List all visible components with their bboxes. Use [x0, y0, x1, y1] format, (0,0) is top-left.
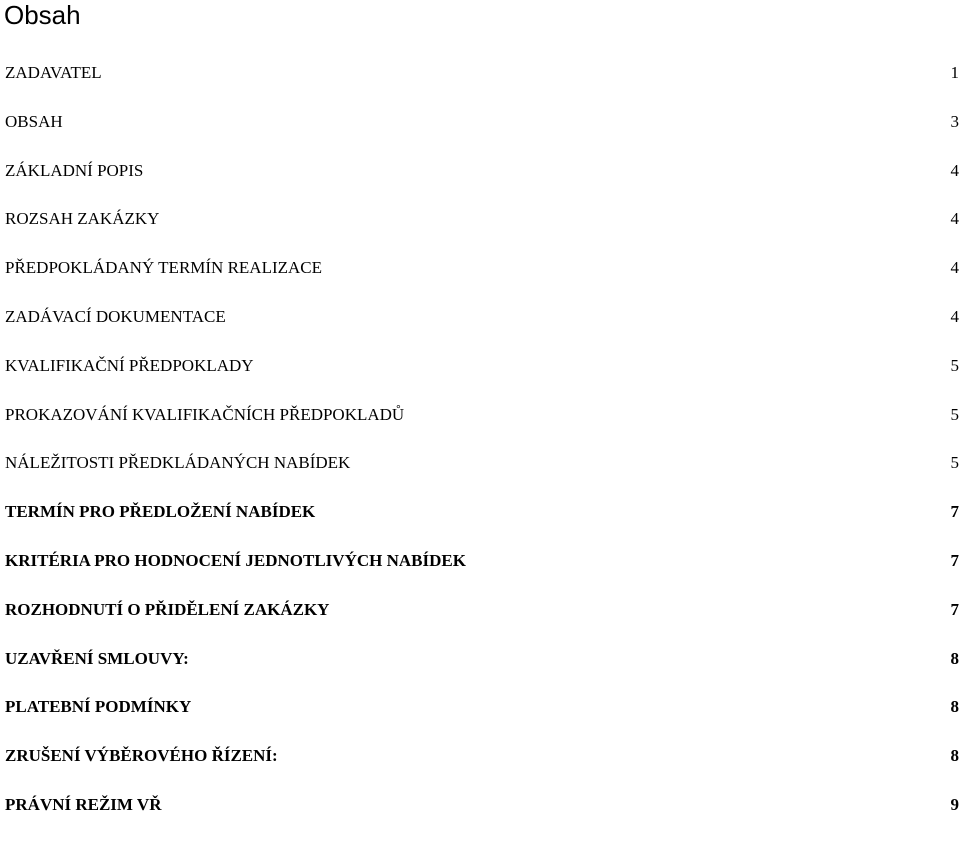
toc-entry[interactable] — [5, 158, 959, 207]
toc-entry[interactable] — [5, 646, 959, 695]
toc-entry-title: ROZHODNUTÍ O PŘIDĚLENÍ ZAKÁZKY — [5, 599, 330, 619]
toc-entry-title: PLATEBNÍ PODMÍNKY — [5, 697, 192, 717]
toc-entry-title: TERMÍN PRO PŘEDLOŽENÍ NABÍDEK — [5, 502, 316, 522]
toc-entry-title: ROZSAH ZAKÁZKY — [5, 209, 160, 229]
toc-entry-page-number: 8 — [949, 646, 960, 672]
table-of-contents — [5, 60, 959, 841]
toc-entry-page-number: 1 — [949, 60, 960, 86]
toc-entry-page-number: 7 — [949, 548, 960, 574]
toc-entry[interactable] — [5, 694, 959, 743]
toc-entry[interactable] — [5, 206, 959, 255]
toc-entry[interactable] — [5, 597, 959, 646]
toc-entry-page-number: 5 — [949, 402, 960, 428]
toc-entry[interactable] — [5, 109, 959, 158]
toc-entry-title: PŘEDPOKLÁDANÝ TERMÍN REALIZACE — [5, 258, 323, 278]
toc-entry-title: ZADÁVACÍ DOKUMENTACE — [5, 306, 226, 326]
toc-entry[interactable] — [5, 353, 959, 402]
toc-entry[interactable] — [5, 450, 959, 499]
toc-entry-page-number: 7 — [949, 499, 960, 525]
toc-entry-title: NÁLEŽITOSTI PŘEDKLÁDANÝCH NABÍDEK — [5, 453, 351, 473]
toc-entry-title: ZADAVATEL — [5, 63, 102, 82]
toc-entry-title: KRITÉRIA PRO HODNOCENÍ JEDNOTLIVÝCH NABÍDEK — [5, 550, 466, 570]
toc-entry-page-number: 7 — [949, 597, 960, 623]
toc-entry-title: ZÁKLADNÍ POPIS — [5, 160, 144, 180]
toc-entry[interactable] — [5, 60, 959, 109]
toc-entry-title: PROKAZOVÁNÍ KVALIFIKAČNÍCH PŘEDPOKLADŮ — [5, 404, 405, 424]
toc-entry-page-number: 5 — [949, 353, 960, 379]
toc-entry-title: PRÁVNÍ REŽIM VŘ — [5, 794, 162, 814]
toc-entry-title: ZRUŠENÍ VÝBĚROVÉHO ŘÍZENÍ: — [5, 746, 278, 766]
toc-entry[interactable] — [5, 499, 959, 548]
toc-entry[interactable] — [5, 402, 959, 451]
toc-entry[interactable] — [5, 255, 959, 304]
toc-entry-page-number: 9 — [949, 792, 960, 818]
toc-entry-page-number: 4 — [949, 158, 960, 184]
page-title: Obsah — [4, 0, 81, 30]
toc-entry-page-number: 3 — [949, 109, 960, 135]
toc-entry-page-number: 4 — [949, 206, 960, 232]
toc-entry-page-number: 8 — [949, 694, 960, 720]
toc-entry-title: UZAVŘENÍ SMLOUVY: — [5, 648, 189, 668]
toc-entry-page-number: 5 — [949, 450, 960, 476]
toc-entry-title: OBSAH — [5, 111, 63, 131]
toc-entry-title: KVALIFIKAČNÍ PŘEDPOKLADY — [5, 355, 254, 375]
toc-entry[interactable] — [5, 548, 959, 597]
toc-entry-page-number: 4 — [949, 255, 960, 281]
toc-entry[interactable] — [5, 792, 959, 841]
toc-entry-page-number: 8 — [949, 743, 960, 769]
toc-entry-page-number: 4 — [949, 304, 960, 330]
toc-entry[interactable] — [5, 304, 959, 353]
toc-entry[interactable] — [5, 743, 959, 792]
